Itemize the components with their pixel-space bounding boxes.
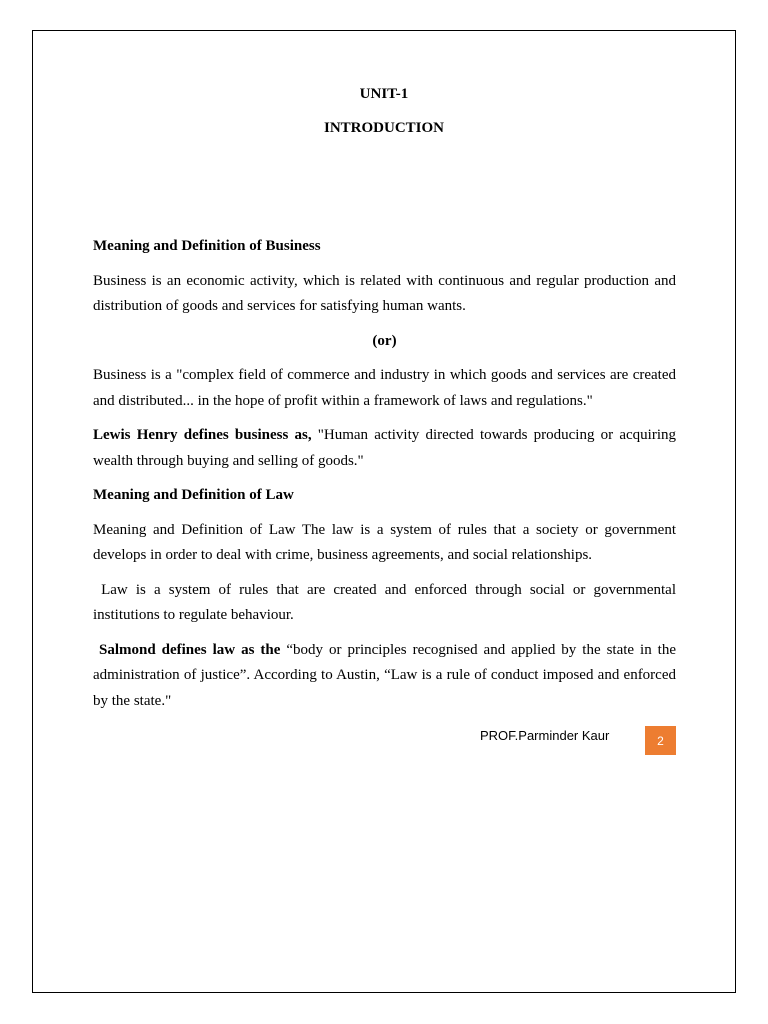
salmond-text: “body or principles recognised and applied by the state in the administration of justice”. According to Austin, “Law is a rule of conduct imposed and enforced by the state." bbox=[93, 641, 680, 709]
unit-title: UNIT-1 bbox=[359, 86, 409, 102]
page-number-badge: 2 bbox=[645, 726, 676, 755]
salmond-definition bbox=[93, 638, 680, 715]
law-paragraph-2: Law is a system of rules that are created and enforced through social or governmental institutions to regulate behaviour. bbox=[93, 581, 680, 623]
business-paragraph-1: Business is an economic activity, which is related with continuous and regular production and distribution of goods and services for satisfying human wants. bbox=[93, 272, 676, 314]
lewis-henry-text: "Human activity directed towards producing or acquiring wealth through buying and selling of goods." bbox=[93, 427, 676, 469]
law-paragraph-1: Meaning and Definition of Law The law is a system of rules that a society or government develops in order to deal with crime, business agreements, and social relationships. bbox=[93, 521, 676, 563]
law-heading: Meaning and Definition of Law bbox=[93, 487, 294, 503]
lewis-henry-definition bbox=[93, 423, 676, 474]
chapter-title: INTRODUCTION bbox=[323, 120, 444, 136]
business-paragraph-2: Business is a "complex field of commerce and industry in which goods and services are created and distributed... in the hope of profit within a framework of laws and regulations." bbox=[93, 367, 676, 409]
lewis-henry-lead: Lewis Henry defines business as, bbox=[93, 427, 312, 443]
footer-author: PROF.Parminder Kaur bbox=[480, 728, 610, 743]
business-heading: Meaning and Definition of Business bbox=[93, 238, 321, 254]
document-body bbox=[93, 234, 680, 723]
salmond-lead: Salmond defines law as the bbox=[93, 641, 281, 658]
or-separator: (or) bbox=[372, 332, 397, 349]
